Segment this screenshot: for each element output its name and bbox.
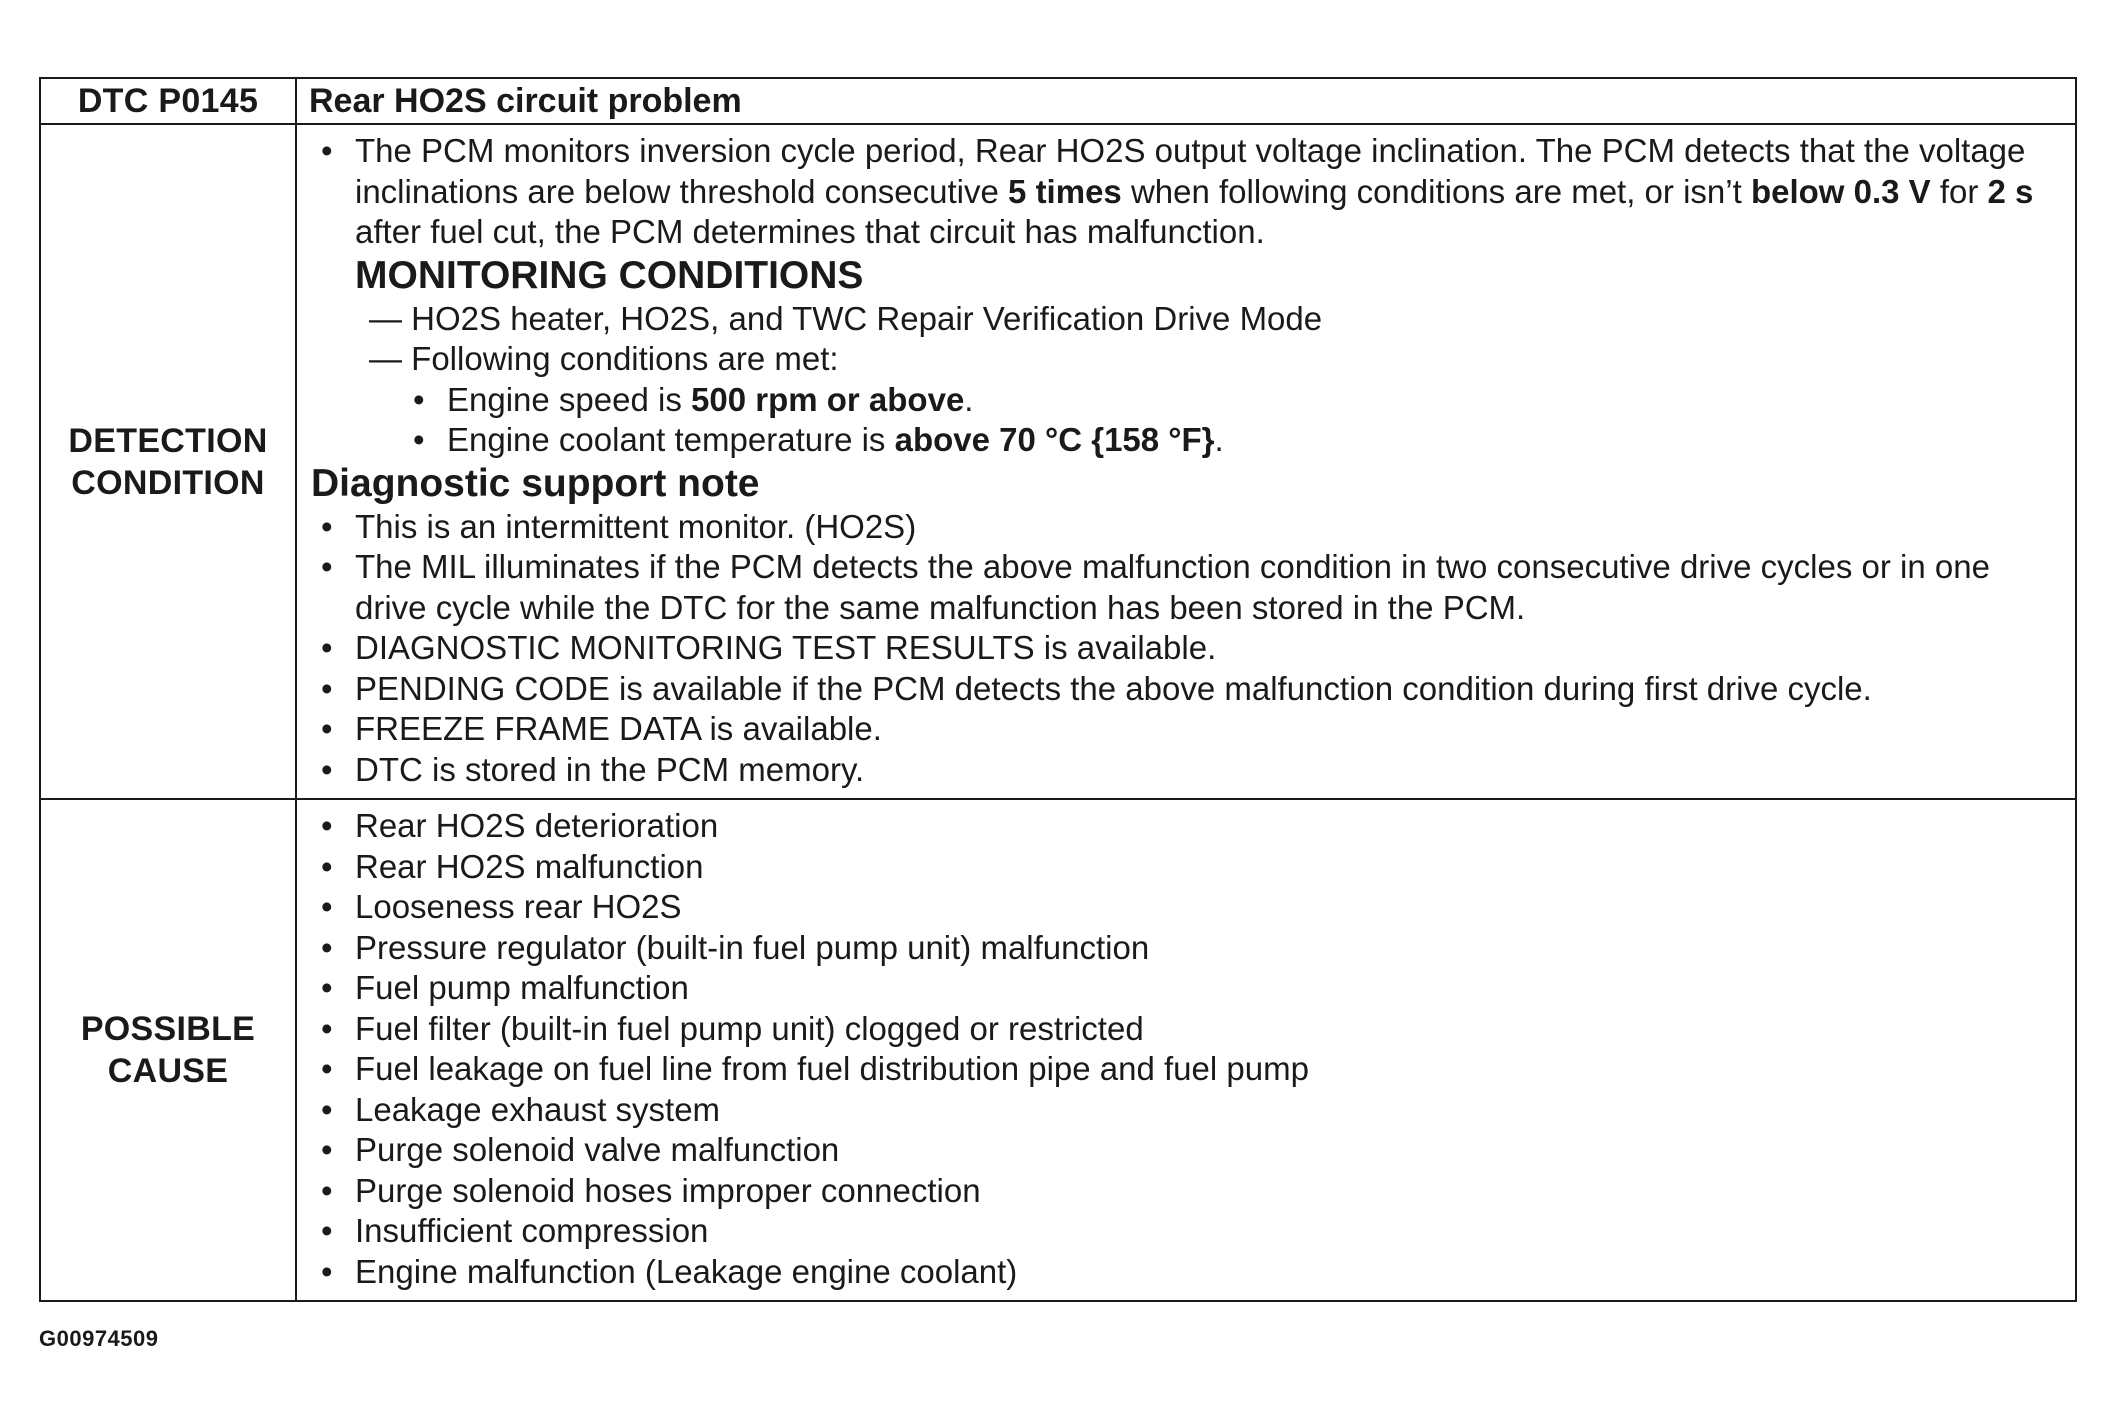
detection-row (40, 124, 2076, 799)
possible-cause-label-line2: CAUSE (107, 1052, 229, 1090)
cause-item: • Looseness rear HO2S (309, 887, 2063, 928)
diag-note: • PENDING CODE is available if the PCM detects the above malfunction condition during first drive cycle. (309, 669, 2063, 710)
detection-label-line1: DETECTION (68, 421, 268, 460)
monitoring-block (309, 253, 2063, 461)
monitoring-line: — Following conditions are met: (369, 340, 839, 377)
diag-note: • DTC is stored in the PCM memory. (309, 750, 2063, 791)
diag-note: • DIAGNOSTIC MONITORING TEST RESULTS is available. (309, 628, 2063, 669)
cause-item: • Purge solenoid valve malfunction (309, 1130, 2063, 1171)
conditions-list (355, 380, 2063, 461)
cause-item: • Rear HO2S deterioration (309, 806, 2063, 847)
cause-item: • Leakage exhaust system (309, 1090, 2063, 1131)
condition-text: Engine speed is (447, 380, 692, 418)
diag-note: • FREEZE FRAME DATA is available. (309, 709, 2063, 750)
dtc-title: Rear HO2S circuit problem (296, 78, 2076, 124)
cause-list (309, 806, 2063, 1292)
condition-text: Engine coolant temperature is (447, 421, 895, 458)
condition-item (355, 420, 2063, 461)
intro-text-4: after fuel cut, the PCM determines that circuit has malfunction. (355, 213, 1265, 250)
condition-bold: 500 rpm or above (691, 380, 965, 418)
condition-item (355, 380, 2063, 421)
cause-item: • Insufficient compression (309, 1211, 2063, 1252)
possible-cause-content (296, 799, 2076, 1301)
intro-text-3: for (1930, 172, 1988, 210)
intro-bold-2: below 0.3 V (1750, 172, 1931, 210)
detection-intro (309, 131, 2063, 253)
diag-note: • The MIL illuminates if the PCM detects the above malfunction condition in two consecutive drive cycles or in one drive cycle while the DTC for the same malfunction has been stored in the PCM. (309, 547, 2063, 628)
monitoring-line: — HO2S heater, HO2S, and TWC Repair Verification Drive Mode (369, 299, 1323, 337)
intro-bold-3: 2 s (1987, 172, 2034, 210)
intro-text-1: The PCM monitors inversion cycle period, Rear HO2S output voltage inclination. The PCM detects that the voltage inclinations are below threshold consecutive (355, 132, 2026, 210)
cause-item: • Fuel pump malfunction (309, 968, 2063, 1009)
cause-item: • Purge solenoid hoses improper connection (309, 1171, 2063, 1212)
possible-cause-row (40, 799, 2076, 1301)
dtc-code: DTC P0145 (40, 78, 296, 124)
cause-item: • Fuel filter (built-in fuel pump unit) clogged or restricted (309, 1009, 2063, 1050)
detection-label-line2: CONDITION (71, 463, 265, 502)
diag-note: • This is an intermittent monitor. (HO2S) (309, 507, 2063, 548)
diag-notes-list (309, 507, 2063, 791)
cause-item: • Fuel leakage on fuel line from fuel distribution pipe and fuel pump (309, 1049, 2063, 1090)
intro-bold-1: 5 times (1008, 172, 1122, 210)
condition-bold: above 70 °C {158 °F} (894, 421, 1215, 458)
cause-item: • Pressure regulator (built-in fuel pump unit) malfunction (309, 928, 2063, 969)
condition-after: . (1214, 421, 1224, 458)
possible-cause-label-line1: POSSIBLE (80, 1010, 256, 1048)
header-row (40, 78, 2076, 124)
intro-text-2: when following conditions are met, or isn’t (1121, 172, 1751, 210)
detection-content (296, 124, 2076, 799)
monitoring-heading: MONITORING CONDITIONS (355, 253, 864, 297)
detection-label (40, 124, 296, 799)
diag-heading: Diagnostic support note (311, 461, 760, 505)
figure-code: G00974509 (39, 1326, 159, 1351)
cause-item: • Rear HO2S malfunction (309, 847, 2063, 888)
possible-cause-label (40, 799, 296, 1301)
condition-after: . (964, 380, 974, 418)
cause-item: • Engine malfunction (Leakage engine coolant) (309, 1252, 2063, 1293)
dtc-table (39, 77, 2077, 1302)
